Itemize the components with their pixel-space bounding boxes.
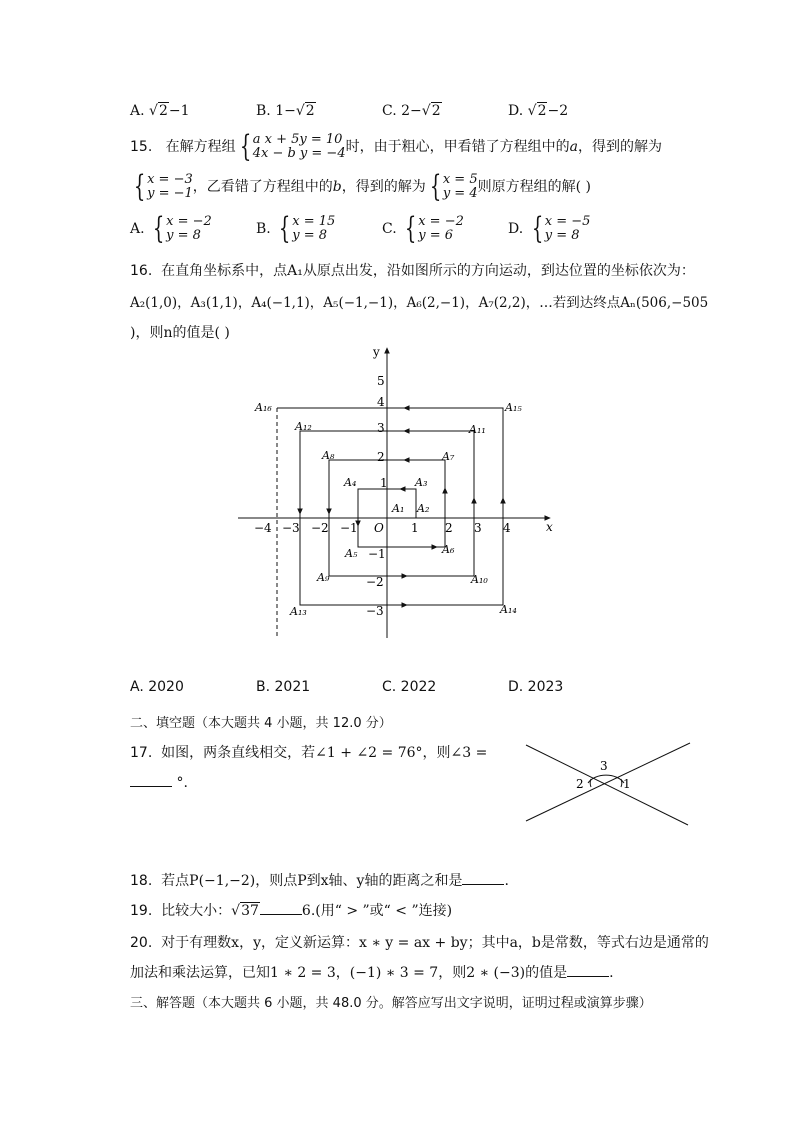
q15-option-a: A. { x = −2 y = 8 [130,211,212,246]
y-tick: 1 [380,476,388,490]
point-label: A₁₁ [469,423,486,436]
point-label: A₁₀ [471,573,488,586]
point-label: A₁₆ [255,401,272,414]
point-label: A₁₄ [500,603,517,616]
q15-line2: { x = −3 y = −1，乙看错了方程组中的b，得到的解为 { x = 5 y = 4则原方程组的解( ) [130,172,591,202]
section-2-heading: 二、填空题（本大题共 4 小题，共 12.0 分） [130,716,392,731]
x-axis-label: x [546,520,553,534]
point-label: A₄ [344,476,357,489]
q17-answer-blank [130,774,172,787]
origin-label: O [374,521,384,535]
angle-2-label: 2 [576,777,584,791]
y-tick: 3 [377,421,385,435]
point-label: A₂ [417,502,430,515]
y-tick: −2 [366,575,384,589]
x-tick: 1 [411,521,419,535]
q15-solution-2: { x = 5 y = 4 [429,169,478,204]
y-tick: 5 [377,374,385,388]
q17-line2: °. [130,774,188,791]
q16-line1: 16. 在直角坐标系中，点A₁从原点出发，沿如图所示的方向运动，到达位置的坐标依次为： [130,263,695,279]
intersecting-lines-figure [520,735,695,835]
q20-line2: 加法和乘法运算，已知1 ∗ 2 = 3，(−1) ∗ 3 = 7，则2 ∗ (−3)的值是 . [130,965,614,981]
angle-1-label: 1 [623,777,631,791]
point-label: A₃ [415,476,428,489]
point-label: A₇ [442,450,455,463]
point-label: A₁₃ [290,605,307,618]
q16-option-a: A. 2020 [130,679,184,695]
q15-equation-system: { a x + 5y = 10 4x − b y = −4 [239,129,346,164]
spiral-path [277,408,503,605]
line-2 [526,743,690,821]
point-label: A₅ [345,547,358,560]
y-tick: −3 [366,604,384,618]
q19: 19. 比较大小：√37 6.(用“ > ”或“ < ”连接) [130,903,453,919]
q15-option-b: B. { x = 15 y = 8 [256,211,336,246]
q18-answer-blank [462,872,504,885]
q20-answer-blank [567,964,609,977]
y-axis-label: y [373,345,380,359]
x-tick: −4 [254,521,272,535]
q16-line3: )，则n的值是( ) [130,325,230,341]
q16-line2: A₂(1,0)，A₃(1,1)，A₄(−1,1)，A₅(−1,−1)，A₆(2,−1)，A₇(2,2)，…若到达终点Aₙ(506,−505 [130,295,709,311]
q14-option-b: B. 1−√2 [256,103,315,119]
q14-option-a: A. √2−1 [130,103,190,119]
q15-option-c: C. { x = −2 y = 6 [382,211,464,246]
line-1 [526,745,688,825]
q14-option-d: D. √2−2 [508,103,569,119]
x-tick: −2 [311,521,329,535]
q15-option-d: D. { x = −5 y = 8 [508,211,591,246]
q16-option-d: D. 2023 [508,679,564,695]
point-label: A₁ [392,502,405,515]
angle-arc [588,775,624,783]
point-label: A₈ [322,449,335,462]
point-label: A₆ [442,543,455,556]
x-tick: 2 [445,521,453,535]
q16-option-b: B. 2021 [256,679,311,695]
y-tick: 4 [377,395,385,409]
q14-option-c: C. 2−√2 [382,103,441,119]
point-label: A₉ [317,571,330,584]
point-label: A₁₅ [505,401,522,414]
x-tick: −1 [340,521,358,535]
y-tick: 2 [377,450,385,464]
q17-line1: 17. 如图，两条直线相交，若∠1 + ∠2 = 76°，则∠3 = [130,745,488,761]
y-tick: −1 [368,547,386,561]
q19-answer-blank [260,902,302,915]
point-label: A₁₂ [295,420,312,433]
q16-option-c: C. 2022 [382,679,437,695]
q15-solution-1: { x = −3 y = −1 [133,169,193,204]
x-tick: 3 [474,521,482,535]
spiral-coordinate-figure [230,340,560,640]
q18: 18. 若点P(−1,−2)，则点P到x轴、y轴的距离之和是 . [130,873,509,889]
q20-line1: 20. 对于有理数x，y，定义新运算：x ∗ y = ax + by；其中a，b是常数，等式右边是通常的 [130,935,709,951]
x-tick: 4 [503,521,511,535]
angle-3-label: 3 [600,759,608,773]
q15-line1: 15. 在解方程组 { a x + 5y = 10 4x − b y = −4时，由于粗心，甲看错了方程组中的a，得到的解为 [130,129,662,164]
section-3-heading: 三、解答题（本大题共 6 小题，共 48.0 分。解答应写出文字说明，证明过程或演算步骤） [130,996,652,1011]
x-tick: −3 [282,521,300,535]
